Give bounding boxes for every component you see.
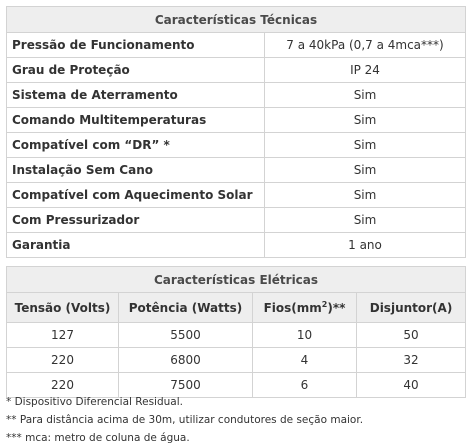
fios-header-text: Fios(mm [263,300,322,315]
spec-value: Sim [265,83,466,108]
cell-potencia: 6800 [119,348,253,373]
technical-specs-title: Características Técnicas [7,7,466,33]
spec-value: Sim [265,208,466,233]
cell-disjuntor: 32 [357,348,466,373]
column-header-row [7,293,466,323]
cell-potencia: 5500 [119,323,253,348]
spec-label: Com Pressurizador [7,208,265,233]
footnote-mca: *** mca: metro de coluna de água. [6,432,190,444]
table-row [7,83,466,108]
table-row [7,33,466,58]
spec-value: 1 ano [265,233,466,258]
table-row [7,158,466,183]
cell-fios: 10 [253,323,357,348]
table-row [7,108,466,133]
spec-label: Garantia [7,233,265,258]
cell-potencia: 7500 [119,373,253,398]
table-row [7,183,466,208]
cell-fios: 4 [253,348,357,373]
spec-value: Sim [265,183,466,208]
spec-label: Comando Multitemperaturas [7,108,265,133]
spec-value: Sim [265,108,466,133]
spec-label: Instalação Sem Cano [7,158,265,183]
table-row [7,58,466,83]
spec-value: IP 24 [265,58,466,83]
cell-tensao: 220 [7,348,119,373]
spec-label: Pressão de Funcionamento [7,33,265,58]
cell-disjuntor: 50 [357,323,466,348]
spec-label: Compatível com “DR” * [7,133,265,158]
cell-fios: 6 [253,373,357,398]
spec-label: Sistema de Aterramento [7,83,265,108]
cell-tensao: 220 [7,373,119,398]
technical-specs-table [6,6,466,258]
column-header-potencia: Potência (Watts) [119,293,253,323]
column-header-fios [253,293,357,323]
electrical-specs-table [6,266,466,398]
spec-value: Sim [265,133,466,158]
spec-label: Grau de Proteção [7,58,265,83]
table-row [7,208,466,233]
column-header-disjuntor: Disjuntor(A) [357,293,466,323]
footnote-distance: ** Para distância acima de 30m, utilizar condutores de seção maior. [6,414,364,426]
spec-value: 7 a 40kPa (0,7 a 4mca***) [265,33,466,58]
fios-header-superscript: 2 [321,299,328,309]
table-row [7,233,466,258]
spec-label: Compatível com Aquecimento Solar [7,183,265,208]
cell-tensao: 127 [7,323,119,348]
footnotes [6,393,363,447]
footnote-dr: * Dispositivo Diferencial Residual. [6,396,183,408]
cell-disjuntor: 40 [357,373,466,398]
table-row [7,323,466,348]
electrical-specs-title: Características Elétricas [7,267,466,293]
fios-header-suffix: )** [327,300,346,315]
spec-value: Sim [265,158,466,183]
column-header-tensao: Tensão (Volts) [7,293,119,323]
table-row [7,348,466,373]
table-row [7,133,466,158]
